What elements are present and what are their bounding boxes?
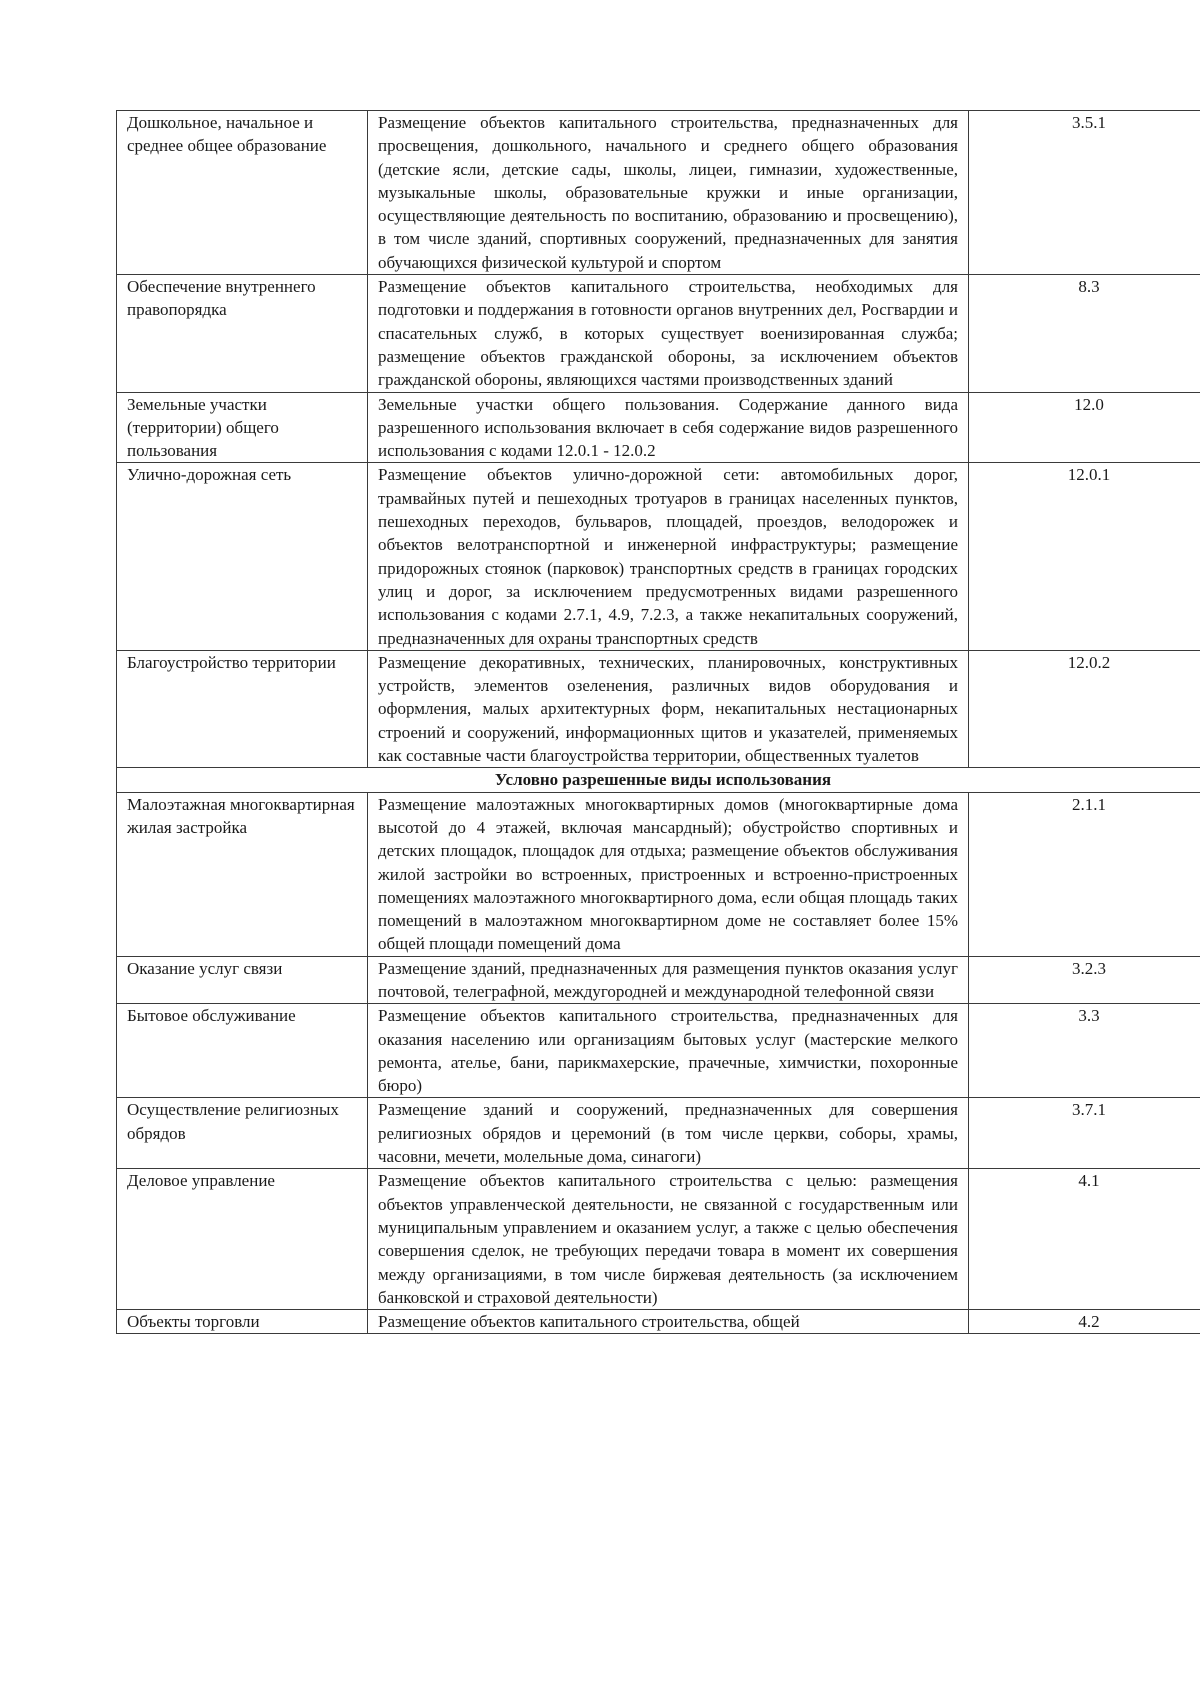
use-name-cell: Бытовое обслуживание xyxy=(117,1004,368,1098)
use-code-cell: 3.2.3 xyxy=(969,956,1200,1004)
use-description-cell: Размещение объектов улично-дорожной сети: автомобильных дорог, трамвайных путей и пешеходных тротуаров в границах населенных пунктов, пешеходных переходов, бульваров, площадей, проездов, велодорожек и объектов велотранспортной и инженерной инфраструктуры; размещение придорожных стоянок (парковок) транспортных средств в границах городских улиц и дорог, за исключением предусмотренных видами разрешенного использования с кодами 2.7.1, 4.9, 7.2.3, а также некапитальных сооружений, предназначенных для охраны транспортных средств xyxy=(368,463,969,650)
use-code-cell: 2.1.1 xyxy=(969,792,1200,956)
use-name-cell: Обеспечение внутреннего правопорядка xyxy=(117,275,368,392)
use-description-cell: Размещение зданий, предназначенных для размещения пунктов оказания услуг почтовой, телеграфной, междугородней и международной телефонной связи xyxy=(368,956,969,1004)
use-description-cell: Размещение объектов капитального строительства, необходимых для подготовки и поддержания в готовности органов внутренних дел, Росгвардии и спасательных служб, в которых существует военизированная служба; размещение объектов гражданской обороны, за исключением объектов гражданской обороны, являющихся частями производственных зданий xyxy=(368,275,969,392)
use-code-cell: 3.7.1 xyxy=(969,1098,1200,1169)
table-row xyxy=(117,792,1200,956)
table-row xyxy=(117,650,1200,767)
use-name-cell: Деловое управление xyxy=(117,1169,368,1310)
use-name-cell: Малоэтажная многоквартирная жилая застройка xyxy=(117,792,368,956)
use-code-cell: 12.0.1 xyxy=(969,463,1200,650)
use-description-cell: Размещение объектов капитального строительства с целью: размещения объектов управленческой деятельности, не связанной с государственным или муниципальным управлением и оказанием услуг, а также с целью обеспечения совершения сделок, не требующих передачи товара в момент их совершения между организациями, в том числе биржевая деятельность (за исключением банковской и страховой деятельности) xyxy=(368,1169,969,1310)
use-name-cell: Дошкольное, начальное и среднее общее образование xyxy=(117,111,368,275)
use-code-cell: 4.2 xyxy=(969,1310,1200,1334)
table-row xyxy=(117,275,1200,392)
section-title: Условно разрешенные виды использования xyxy=(117,768,1200,792)
table-row xyxy=(117,956,1200,1004)
use-description-cell: Земельные участки общего пользования. Содержание данного вида разрешенного использования включает в себя содержание видов разрешенного использования с кодами 12.0.1 - 12.0.2 xyxy=(368,392,969,463)
use-code-cell: 8.3 xyxy=(969,275,1200,392)
table-row xyxy=(117,111,1200,275)
use-code-cell: 3.3 xyxy=(969,1004,1200,1098)
use-name-cell: Объекты торговли xyxy=(117,1310,368,1334)
use-name-cell: Благоустройство территории xyxy=(117,650,368,767)
use-name-cell: Осуществление религиозных обрядов xyxy=(117,1098,368,1169)
use-description-cell: Размещение объектов капитального строительства, предназначенных для оказания населению или организациям бытовых услуг (мастерские мелкого ремонта, ателье, бани, парикмахерские, прачечные, химчистки, похоронные бюро) xyxy=(368,1004,969,1098)
table-row xyxy=(117,392,1200,463)
land-use-table xyxy=(116,110,1200,1334)
use-code-cell: 12.0.2 xyxy=(969,650,1200,767)
section-header-row xyxy=(117,768,1200,792)
use-description-cell: Размещение декоративных, технических, планировочных, конструктивных устройств, элементов озеленения, различных видов оборудования и оформления, малых архитектурных форм, некапитальных нестационарных строений и сооружений, информационных щитов и указателей, применяемых как составные части благоустройства территории, общественных туалетов xyxy=(368,650,969,767)
use-code-cell: 4.1 xyxy=(969,1169,1200,1310)
table-row xyxy=(117,1310,1200,1334)
use-code-cell: 3.5.1 xyxy=(969,111,1200,275)
use-name-cell: Земельные участки (территории) общего пользования xyxy=(117,392,368,463)
table-row xyxy=(117,1169,1200,1310)
use-name-cell: Оказание услуг связи xyxy=(117,956,368,1004)
table-row xyxy=(117,1004,1200,1098)
use-description-cell: Размещение малоэтажных многоквартирных домов (многоквартирные дома высотой до 4 этажей, включая мансардный); обустройство спортивных и детских площадок, площадок для отдыха; размещение объектов обслуживания жилой застройки во встроенных, пристроенных и встроенно-пристроенных помещениях малоэтажного многоквартирного дома, если общая площадь таких помещений в малоэтажном многоквартирном доме не составляет более 15% общей площади помещений дома xyxy=(368,792,969,956)
use-code-cell: 12.0 xyxy=(969,392,1200,463)
use-description-cell: Размещение зданий и сооружений, предназначенных для совершения религиозных обрядов и церемоний (в том числе церкви, соборы, храмы, часовни, мечети, молельные дома, синагоги) xyxy=(368,1098,969,1169)
use-description-cell: Размещение объектов капитального строительства, общей xyxy=(368,1310,969,1334)
use-name-cell: Улично-дорожная сеть xyxy=(117,463,368,650)
table-row xyxy=(117,1098,1200,1169)
use-description-cell: Размещение объектов капитального строительства, предназначенных для просвещения, дошкольного, начального и среднего общего образования (детские ясли, детские сады, школы, лицеи, гимназии, художественные, музыкальные школы, образовательные кружки и иные организации, осуществляющие деятельность по воспитанию, образованию и просвещению), в том числе зданий, спортивных сооружений, предназначенных для занятия обучающихся физической культурой и спортом xyxy=(368,111,969,275)
table-row xyxy=(117,463,1200,650)
